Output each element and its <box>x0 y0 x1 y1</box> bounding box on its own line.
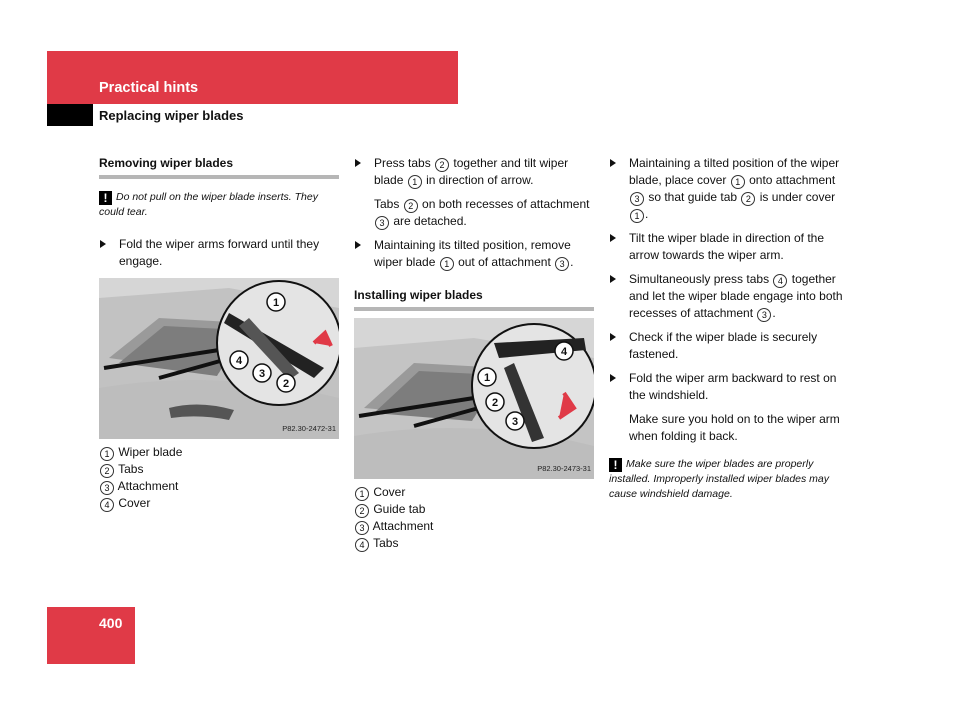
step-tilt-blade: Tilt the wiper blade in direction of the arrow towards the wiper arm. <box>609 230 849 264</box>
bullet-arrow-icon <box>610 159 616 167</box>
bullet-arrow-icon <box>355 159 361 167</box>
wiper-removal-image <box>99 278 339 439</box>
tabs-note: Tabs 2 on both recesses of attachment 3 are detached. <box>374 197 590 228</box>
callout-1: 1 <box>272 297 280 309</box>
installing-legend <box>354 484 594 552</box>
removing-warning: ! Do not pull on the wiper blade inserts. They could tear. <box>99 191 318 218</box>
callout-4: 4 <box>560 346 568 358</box>
warning-icon: ! <box>609 458 622 472</box>
warning-icon: ! <box>99 191 112 205</box>
step-press-tabs-engage: Simultaneously press tabs 4 together and let the wiper blade engage into both recesses of attachment 3 . <box>609 271 849 322</box>
column-right <box>609 155 849 518</box>
callout-2: 2 <box>282 378 290 390</box>
step-check-fastened: Check if the wiper blade is securely fastened. <box>609 329 849 363</box>
legend-item: 3 Attachment <box>99 478 339 495</box>
callout-3: 3 <box>511 416 519 428</box>
bullet-arrow-icon <box>610 234 616 242</box>
callout-3: 3 <box>258 368 266 380</box>
bullet-arrow-icon <box>610 374 616 382</box>
header-band <box>47 51 458 104</box>
removing-illustration <box>99 278 339 439</box>
page-title: Replacing wiper blades <box>99 108 244 123</box>
image-code: P82.30-2473-31 <box>537 464 591 473</box>
step-remove-blade: Maintaining its tilted position, remove wiper blade 1 out of attachment 3 . <box>354 237 594 271</box>
bullet-arrow-icon <box>355 241 361 249</box>
bullet-arrow-icon <box>100 240 106 248</box>
step-fold-back: Fold the wiper arm backward to rest on the windshield. <box>609 370 849 404</box>
installing-heading: Installing wiper blades <box>354 287 594 311</box>
section-title: Practical hints <box>99 80 199 96</box>
install-warning: ! Make sure the wiper blades are properly installed. Improperly installed wiper blades may cause windshield damage. <box>609 458 830 500</box>
hold-arm-note: Make sure you hold on to the wiper arm when folding it back. <box>629 412 840 443</box>
legend-item: 3 Attachment <box>354 518 594 535</box>
legend-item: 4 Tabs <box>354 535 594 552</box>
page-number: 400 <box>99 615 123 631</box>
wiper-install-image <box>354 318 594 479</box>
removing-heading: Removing wiper blades <box>99 155 339 179</box>
bullet-arrow-icon <box>610 275 616 283</box>
legend-item: 4 Cover <box>99 495 339 512</box>
installing-illustration <box>354 318 594 479</box>
legend-item: 1 Wiper blade <box>99 444 339 461</box>
step-press-tabs: Press tabs 2 together and tilt wiper blade 1 in direction of arrow. <box>354 155 594 189</box>
step-fold-arms: Fold the wiper arms forward until they engage. <box>99 236 339 270</box>
legend-item: 2 Tabs <box>99 461 339 478</box>
header-marker <box>47 104 93 126</box>
column-removing <box>99 155 339 512</box>
step-place-cover: Maintaining a tilted position of the wiper blade, place cover 1 onto attachment 3 so that guide tab 2 is under cover 1 . <box>609 155 849 223</box>
callout-1: 1 <box>483 372 491 384</box>
removing-legend <box>99 444 339 512</box>
image-code: P82.30-2472-31 <box>282 424 336 433</box>
column-middle <box>354 155 594 552</box>
callout-2: 2 <box>491 397 499 409</box>
legend-item: 1 Cover <box>354 484 594 501</box>
legend-item: 2 Guide tab <box>354 501 594 518</box>
callout-4: 4 <box>235 355 243 367</box>
bullet-arrow-icon <box>610 333 616 341</box>
